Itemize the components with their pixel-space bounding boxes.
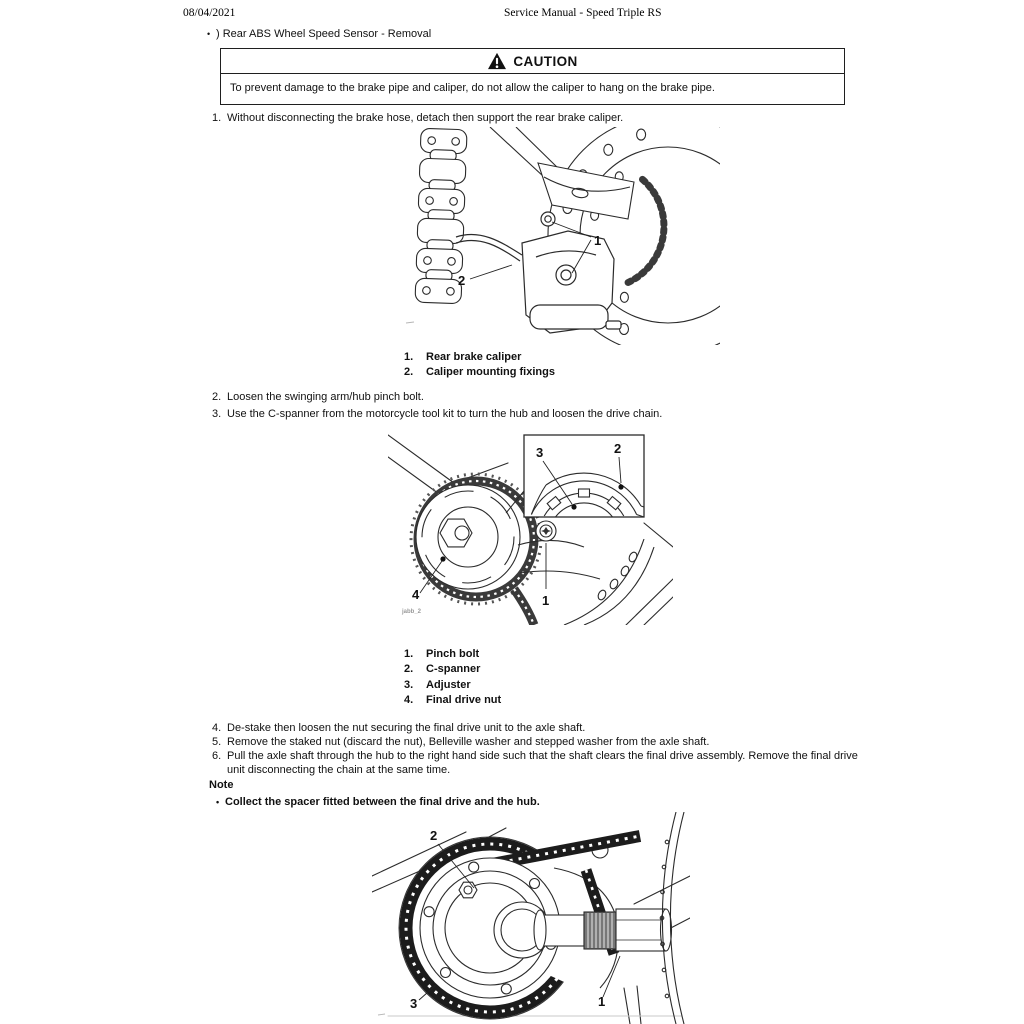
legend-number: 3. xyxy=(404,678,414,691)
fig2-callout-2: 2 xyxy=(614,441,622,456)
legend-label: Caliper mounting fixings xyxy=(426,366,555,379)
caution-text: To prevent damage to the brake pipe and caliper, do not allow the caliper to hang on the brake pipe. xyxy=(230,82,715,94)
header-date: 08/04/2021 xyxy=(183,7,236,19)
legend-number: 1. xyxy=(404,351,414,363)
drain-bolt xyxy=(459,882,477,898)
caution-header xyxy=(221,49,844,74)
step-5 xyxy=(212,735,860,749)
fig3-callout-2: 2 xyxy=(430,828,438,843)
caliper-drawing xyxy=(456,212,621,333)
legend-label: C-spanner xyxy=(426,663,481,676)
step-number: 6. xyxy=(212,750,222,762)
legend-item xyxy=(404,662,501,677)
step-number: 5. xyxy=(212,736,222,748)
figure-final-drive-axle xyxy=(372,812,690,1024)
section-bullet-item xyxy=(207,28,707,41)
fig2-callout-4: 4 xyxy=(412,587,420,602)
bullet-icon: • xyxy=(216,797,220,807)
step-text: Remove the staked nut (discard the nut), Belleville washer and stepped washer from the axle shaft. xyxy=(227,736,710,748)
caution-box xyxy=(220,48,845,105)
legend-number: 1. xyxy=(404,648,414,660)
steps-part3 xyxy=(212,721,860,777)
fig1-callout-1: 1 xyxy=(594,233,602,248)
step-2 xyxy=(212,390,857,404)
step-text: Use the C-spanner from the motorcycle tool kit to turn the hub and loosen the drive chain. xyxy=(227,408,663,420)
page-title: Service Manual - Speed Triple RS xyxy=(504,7,662,19)
step-text: Loosen the swinging arm/hub pinch bolt. xyxy=(227,391,424,403)
swingarm-drawing xyxy=(490,127,634,219)
legend-label: Adjuster xyxy=(426,678,471,691)
steps-part1 xyxy=(212,111,857,125)
legend-item xyxy=(404,647,501,662)
fig2-callout-1: 1 xyxy=(542,593,550,608)
fig1-callout-2: 2 xyxy=(458,273,466,288)
axle-and-disc xyxy=(518,521,654,625)
step-number: 2. xyxy=(212,391,222,403)
step-6 xyxy=(212,749,860,777)
warning-triangle-icon xyxy=(487,52,507,70)
figure1-legend xyxy=(404,350,555,381)
legend-label: Final drive nut xyxy=(426,694,502,707)
legend-number: 2. xyxy=(404,663,414,676)
inset-detail-box xyxy=(506,435,644,517)
legend-item xyxy=(404,678,501,693)
legend-number: 2. xyxy=(404,366,414,379)
figure-hub-adjuster xyxy=(388,427,673,625)
note-text: Collect the spacer fitted between the final drive and the hub. xyxy=(225,796,540,808)
step-1 xyxy=(212,111,857,125)
legend-item xyxy=(404,350,555,365)
note-bullet-item xyxy=(216,796,736,809)
legend-label: Rear brake caliper xyxy=(426,351,522,363)
bullet-icon: • xyxy=(207,29,211,39)
legend-item xyxy=(404,693,501,708)
step-text: De-stake then loosen the nut securing the final drive unit to the axle shaft. xyxy=(227,722,586,734)
section-title: ) Rear ABS Wheel Speed Sensor - Removal xyxy=(216,28,432,40)
figure-rear-brake-caliper xyxy=(398,127,720,345)
step-4 xyxy=(212,721,860,735)
abs-sensor-ring xyxy=(628,179,664,283)
fig2-callout-3: 3 xyxy=(536,445,544,460)
step-number: 3. xyxy=(212,408,222,420)
step-number: 4. xyxy=(212,722,222,734)
steps-part2 xyxy=(212,390,857,424)
fig3-callout-1: 1 xyxy=(598,994,606,1009)
caution-label: CAUTION xyxy=(513,53,578,69)
legend-number: 4. xyxy=(404,694,414,707)
figure2-legend xyxy=(404,647,501,709)
step-3 xyxy=(212,407,857,421)
step-text: Pull the axle shaft through the hub to the right hand side such that the shaft clears the final drive assembly. Remove the final drive unit disconnecting the chain at the same time. xyxy=(227,750,858,776)
brake-disc-edge xyxy=(660,812,684,1024)
step-number: 1. xyxy=(212,112,222,124)
step-text: Without disconnecting the brake hose, detach then support the rear brake caliper. xyxy=(227,112,624,124)
note-heading: Note xyxy=(209,779,234,791)
final-drive-hub xyxy=(416,485,520,589)
fig3-callout-3: 3 xyxy=(410,996,418,1011)
legend-item xyxy=(404,365,555,380)
figure-code-label: jabb_2 xyxy=(402,609,422,615)
legend-label: Pinch bolt xyxy=(426,648,480,660)
